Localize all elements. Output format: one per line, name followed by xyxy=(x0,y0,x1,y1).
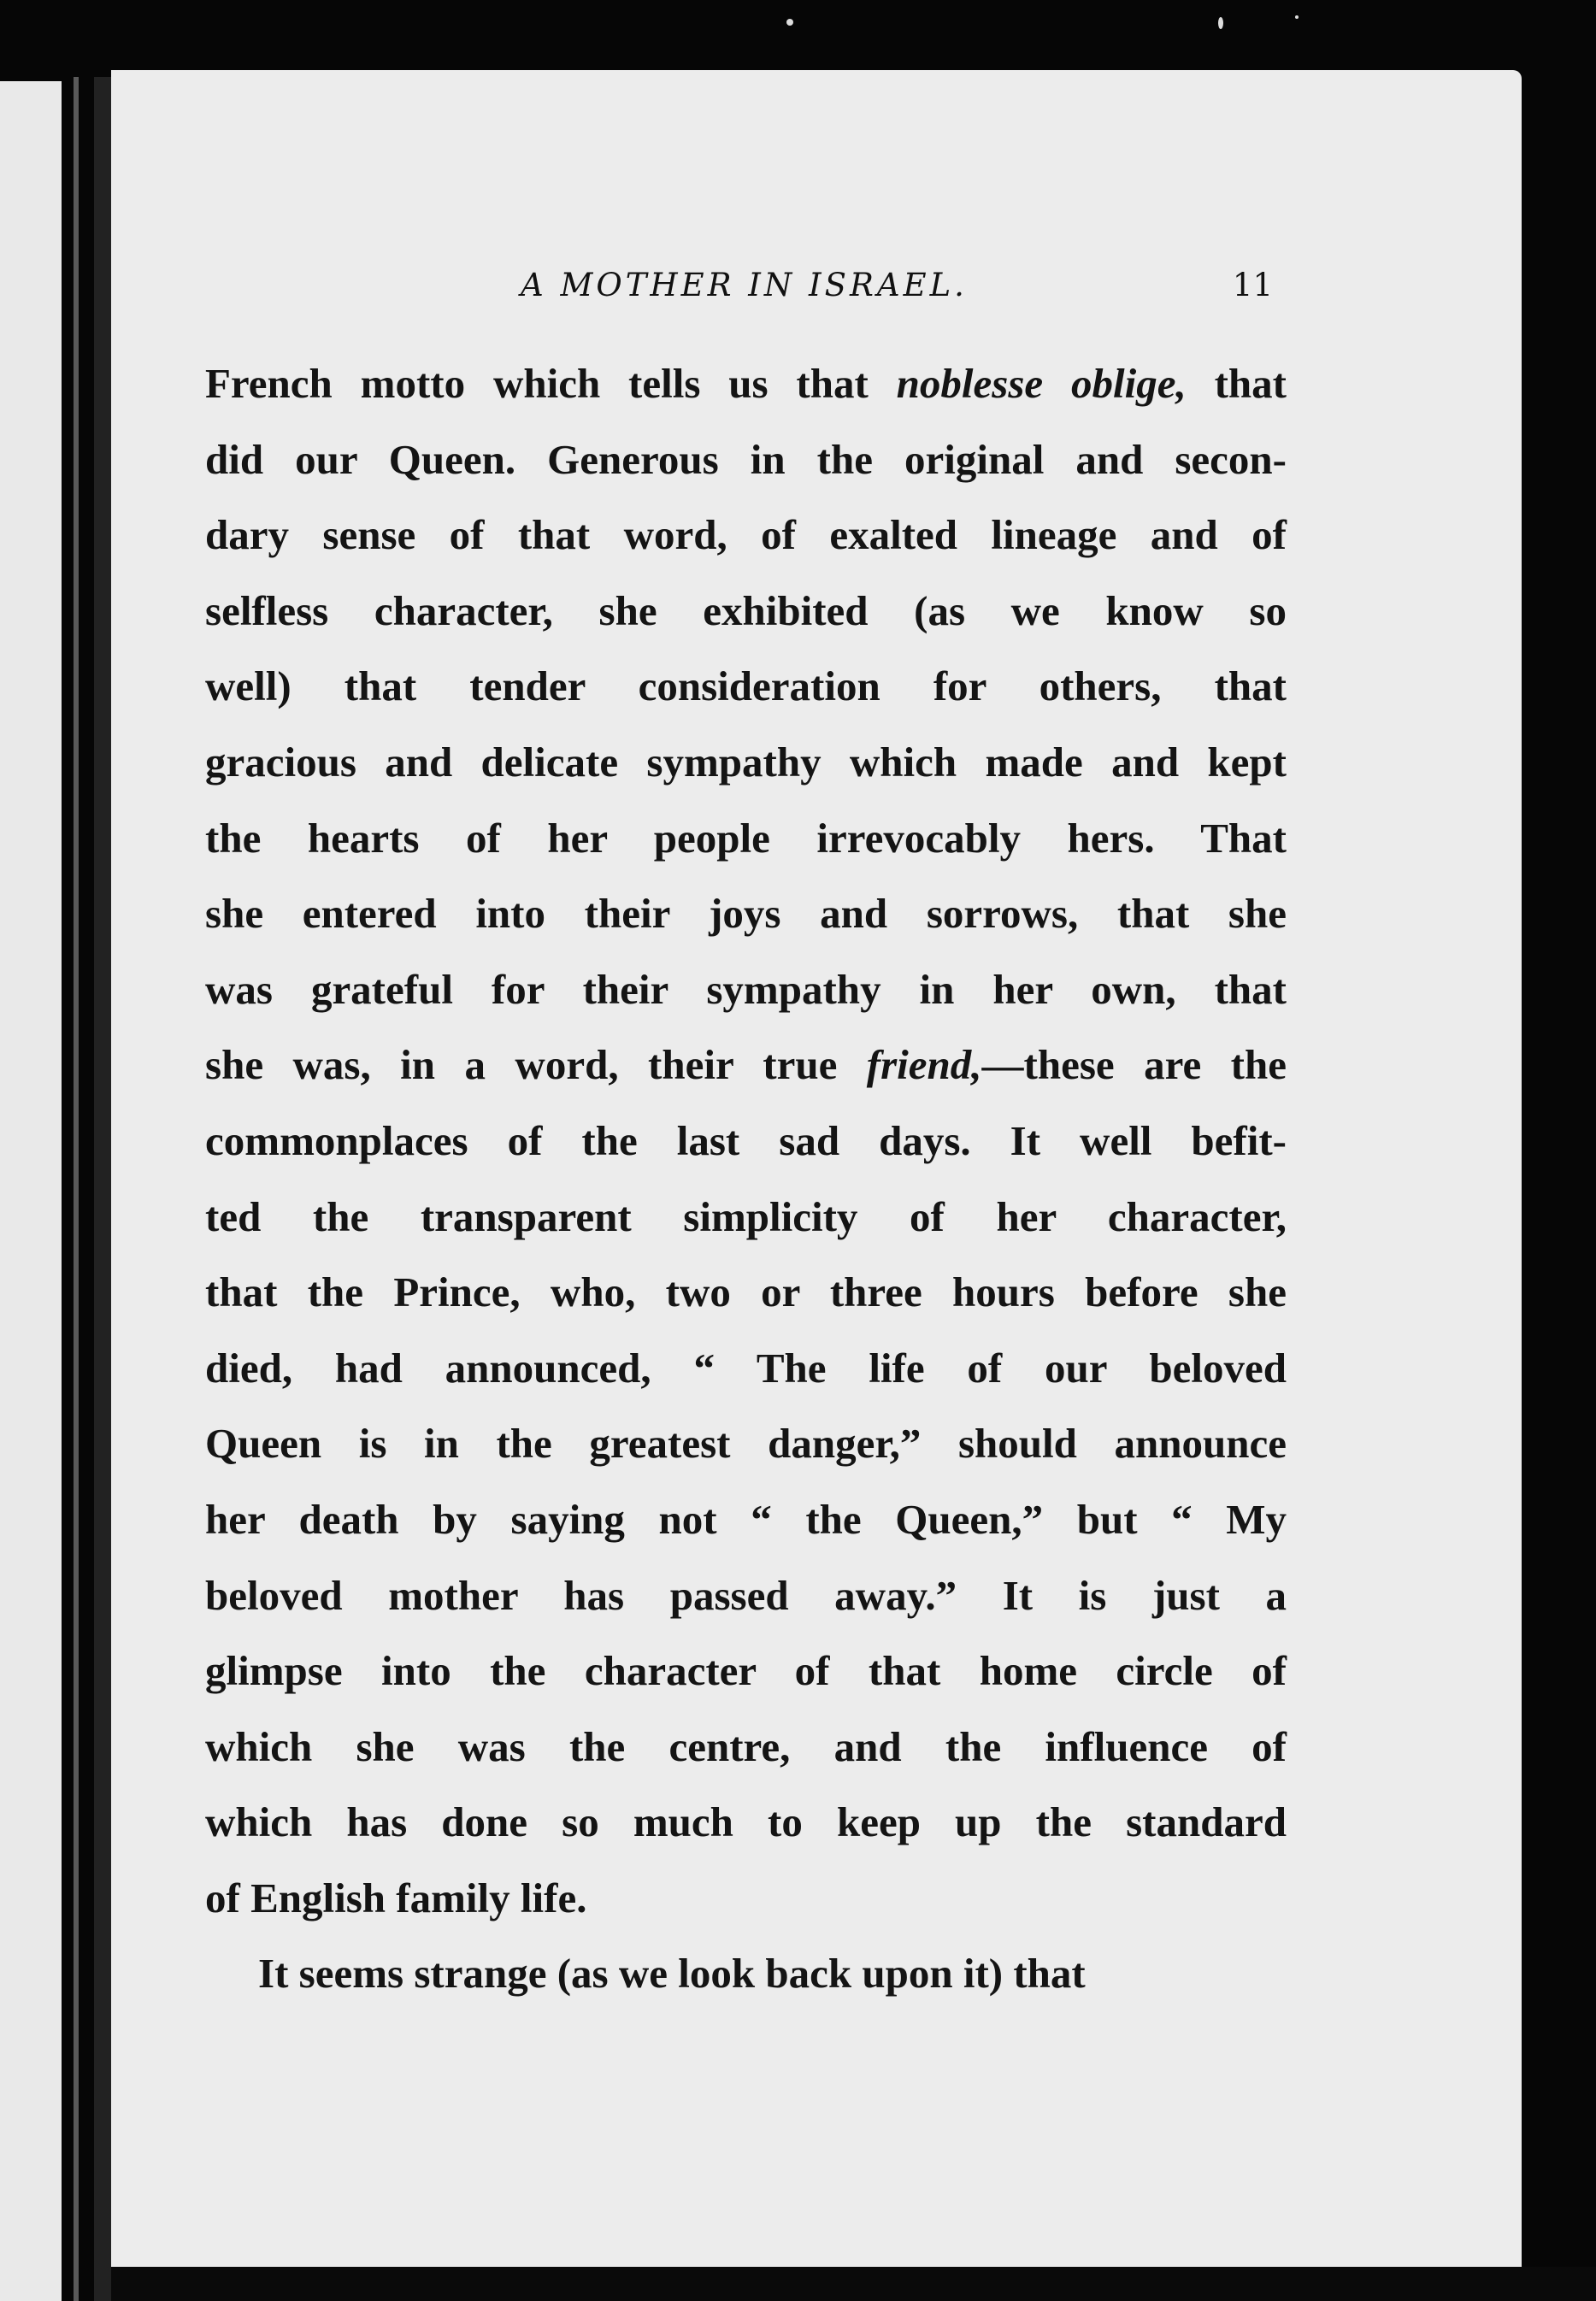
text-segment: well) that tender consideration for others, that xyxy=(205,662,1287,710)
text-line xyxy=(205,1861,1287,1937)
text-line xyxy=(205,422,1287,498)
text-segment: It seems strange (as we look back upon it) that xyxy=(258,1950,1086,1998)
body-text xyxy=(205,346,1287,2012)
text-segment: did our Queen. Generous in the original and secon- xyxy=(205,435,1287,483)
text-line xyxy=(205,1482,1287,1558)
text-segment: Queen is in the greatest danger,” should announce xyxy=(205,1420,1287,1468)
text-line xyxy=(205,1785,1287,1861)
text-segment: that the Prince, who, two or three hours before she xyxy=(205,1268,1287,1316)
text-segment: was grateful for their sympathy in her own, that xyxy=(205,965,1287,1013)
text-line xyxy=(205,1936,1287,2012)
text-line xyxy=(205,952,1287,1028)
text-line xyxy=(205,346,1287,422)
text-line xyxy=(205,497,1287,574)
italic-phrase: noblesse oblige, xyxy=(896,360,1187,407)
paragraph xyxy=(205,346,1287,1936)
text-segment: her death by saying not “ the Queen,” but “ My xyxy=(205,1495,1287,1543)
page-number: 11 xyxy=(1232,267,1273,303)
text-line xyxy=(205,1255,1287,1331)
text-line xyxy=(205,1633,1287,1710)
text-line xyxy=(205,876,1287,952)
text-segment: beloved mother has passed away.” It is just a xyxy=(205,1571,1287,1619)
text-segment: the hearts of her people irrevocably hers. That xyxy=(205,814,1287,862)
text-segment: which has done so much to keep up the standard xyxy=(205,1798,1287,1846)
text-line xyxy=(205,1406,1287,1482)
italic-phrase: friend, xyxy=(866,1041,982,1089)
text-segment: dary sense of that word, of exalted lineage and of xyxy=(205,511,1287,559)
text-line xyxy=(205,1710,1287,1786)
text-segment: that xyxy=(1186,360,1287,407)
facing-page-edge xyxy=(0,81,62,2301)
text-segment: selfless character, she exhibited (as we know so xyxy=(205,586,1287,634)
scan-speck xyxy=(1218,17,1223,29)
text-line xyxy=(205,1558,1287,1634)
text-line xyxy=(205,1103,1287,1180)
text-segment: died, had announced, “ The life of our beloved xyxy=(205,1344,1287,1392)
gutter-line xyxy=(74,77,79,2301)
text-segment: —these are the xyxy=(981,1041,1287,1089)
text-segment: commonplaces of the last sad days. It well befit- xyxy=(205,1116,1287,1164)
page-header xyxy=(203,267,1285,318)
text-line xyxy=(205,574,1287,650)
text-segment: she entered into their joys and sorrows, that she xyxy=(205,890,1287,938)
text-segment: French motto which tells us that xyxy=(205,360,897,407)
text-line xyxy=(205,1331,1287,1407)
running-title: A MOTHER IN ISRAEL. xyxy=(521,267,968,303)
text-segment: which she was the centre, and the influence of xyxy=(205,1722,1287,1770)
text-line xyxy=(205,649,1287,725)
text-line xyxy=(205,725,1287,801)
text-segment: glimpse into the character of that home circle of xyxy=(205,1647,1287,1695)
text-segment: of English family life. xyxy=(205,1874,587,1921)
gutter-shadow xyxy=(94,77,111,2301)
scan-speck xyxy=(1295,15,1299,19)
text-segment: she was, in a word, their true xyxy=(205,1041,867,1089)
text-line xyxy=(205,1180,1287,1256)
text-segment: gracious and delicate sympathy which made and kept xyxy=(205,738,1287,786)
text-segment: ted the transparent simplicity of her character, xyxy=(205,1192,1287,1240)
bottom-dark-band xyxy=(111,2267,1596,2301)
text-line xyxy=(205,1027,1287,1103)
scan-speck xyxy=(786,19,793,26)
text-line xyxy=(205,801,1287,877)
paragraph xyxy=(205,1936,1287,2012)
